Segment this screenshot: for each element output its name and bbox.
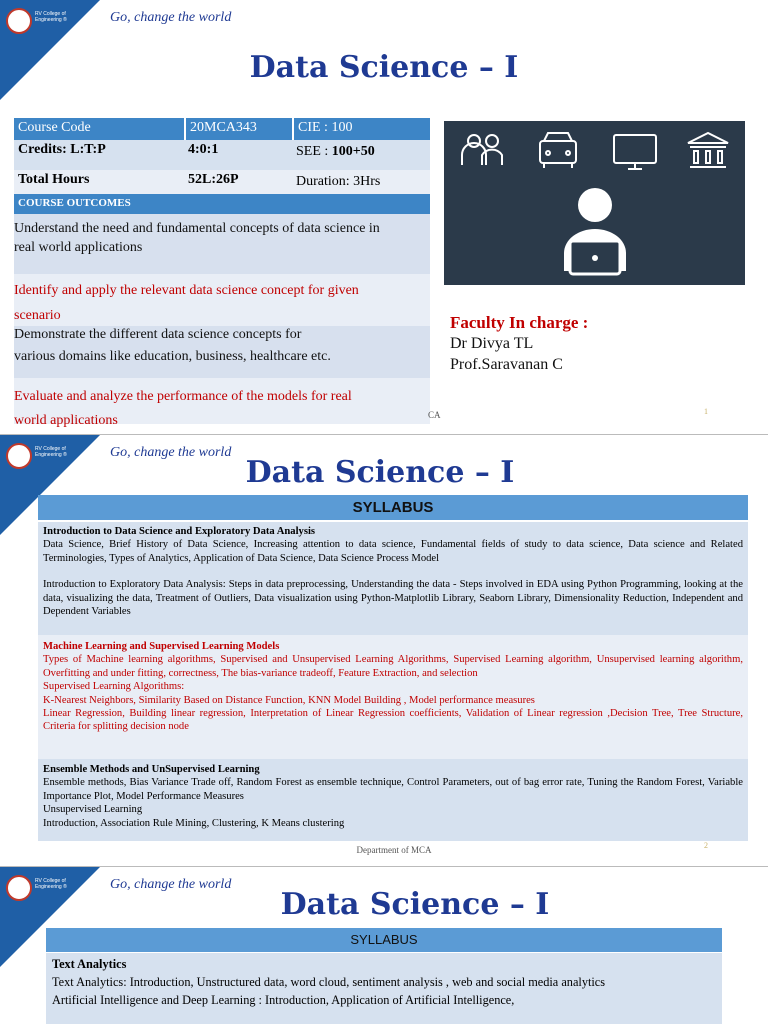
tagline: Go, change the world	[110, 10, 232, 25]
unit-2-heading: Machine Learning and Supervised Learning Models	[43, 641, 280, 652]
slide-3	[0, 866, 768, 1024]
slide-1	[0, 0, 768, 434]
credits-value: 4:0:1	[188, 142, 219, 157]
syllabus-unit-1: Introduction to Data Science and Exploratory Data Analysis Data Science, Brief History of Data Science, Increasing attention to data science, Fundamental fields of study to data science, Data science and Related Terminologies, Types of Analytics, Application of Data Science, Data Science Process Model Introduction to Exploratory Data Analysis: Steps in data preprocessing, Understanding the data - Steps involved in EDA using Python Programming, looking at the data, visualizing the data, Treatment of Outliers, Data visualization using Python-Matplotlib Library, Seaborn Library, Dimensionality Reduction, Independent and Dependent Variables	[38, 522, 748, 635]
see-value: 100+50	[331, 144, 375, 159]
syllabus-unit-4: Text Analytics Text Analytics: Introduction, Unstructured data, word cloud, sentiment analysis , web and social media analytics Artificial Intelligence and Deep Learning : Introduction, Application of Artificial Intelligence,	[46, 953, 722, 1024]
slide-title: Data Science – I	[245, 455, 515, 490]
syllabus-bar: SYLLABUS	[38, 495, 748, 520]
see-label: SEE :	[296, 144, 332, 159]
slide-title: Data Science – I	[249, 50, 519, 85]
syllabus-bar: SYLLABUS	[46, 928, 722, 952]
unit-1-heading: Introduction to Data Science and Exploratory Data Analysis	[43, 526, 316, 537]
slide-2	[0, 434, 768, 862]
duration: Duration: 3Hrs	[296, 174, 381, 189]
person-laptop-icon	[564, 188, 626, 274]
outcome-2: Identify and apply the relevant data science concept for given scenario	[14, 274, 430, 326]
people-icon	[462, 135, 502, 165]
logo-text: RV College of Engineering ®	[35, 446, 67, 458]
outcome-1: Understand the need and fundamental concepts of data science in real world applications	[14, 214, 430, 274]
footer-fragment: CA	[428, 410, 441, 420]
course-code-label: Course Code	[18, 120, 91, 135]
logo-text: RV College of Engineering ®	[35, 878, 67, 890]
slide-title: Data Science – I	[280, 887, 550, 922]
total-hours-value: 52L:26P	[188, 172, 239, 187]
tagline: Go, change the world	[110, 877, 232, 892]
faculty-name-2: Prof.Saravanan C	[450, 356, 563, 373]
faculty-name-1: Dr Divya TL	[450, 335, 534, 352]
course-outcomes-header: COURSE OUTCOMES	[18, 197, 131, 209]
online-learning-illustration	[444, 121, 745, 285]
course-info-table	[14, 118, 430, 428]
college-logo	[6, 443, 32, 469]
page-number: 2	[704, 841, 708, 850]
car-icon	[540, 133, 576, 168]
cie-marks: CIE : 100	[292, 118, 430, 140]
outcome-4: Evaluate and analyze the performance of the models for real world applications	[14, 378, 430, 424]
page-number: 1	[704, 407, 708, 416]
course-code-value: 20MCA343	[184, 118, 292, 140]
unit-3-heading: Ensemble Methods and UnSupervised Learning	[43, 764, 260, 775]
outcome-3: Demonstrate the different data science concepts for various domains like education, business, healthcare etc.	[14, 326, 430, 378]
syllabus-unit-2: Machine Learning and Supervised Learning Models Types of Machine learning algorithms, Supervised and Unsupervised Learning Algorithms, Supervised Learning algorithm, Unsupervised learning algorithm, Overfitting and under fitting, correctness, The bias-variance tradeoff, Feature Extraction, and selection Supervised Learning Algorithms: K-Nearest Neighbors, Similarity Based on Distance Function, KNN Model Building , Model performance measures Linear Regression, Building linear regression, Interpretation of Linear Regression coefficients, Validation of Linear regression ,Decision Tree, Tree Structure, Criteria for splitting decision node	[38, 635, 748, 759]
bank-icon	[688, 133, 728, 167]
monitor-icon	[614, 135, 656, 169]
tagline: Go, change the world	[110, 445, 232, 460]
total-hours-label: Total Hours	[18, 172, 90, 187]
faculty-title: Faculty In charge :	[450, 313, 589, 332]
logo-text: RV College of Engineering ®	[35, 11, 67, 23]
syllabus-unit-3: Ensemble Methods and UnSupervised Learning Ensemble methods, Bias Variance Trade off, Random Forest as ensemble technique, Control Parameters, out of bag error rate, Tuning the Random Forest, Variable Importance Plot, Model Performance Measures Unsupervised Learning Introduction, Association Rule Mining, Clustering, K Means clustering	[38, 759, 748, 841]
unit-4-heading: Text Analytics	[52, 957, 127, 971]
college-logo	[6, 875, 32, 901]
department-footer: Department of MCA	[356, 845, 432, 855]
credits-label: Credits: L:T:P	[18, 142, 106, 157]
college-logo	[6, 8, 32, 34]
